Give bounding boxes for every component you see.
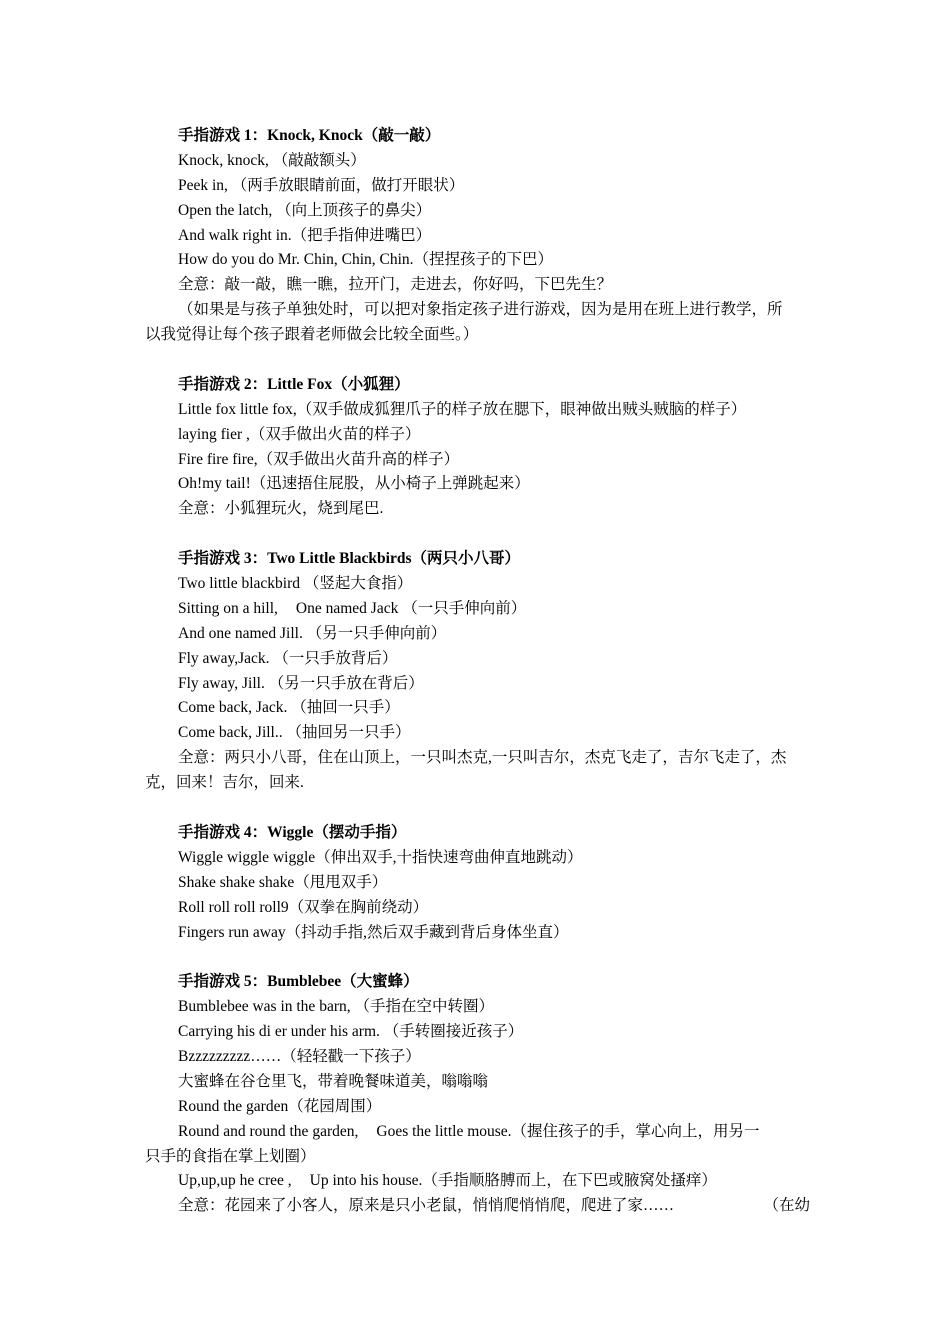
game1-note-1: （如果是与孩子单独处时，可以把对象指定孩子进行游戏，因为是用在班上进行教学，所 (178, 301, 783, 319)
game3-line-4: Fly away,Jack. （一只手放背后） (178, 649, 398, 667)
game2-line-2: laying fier ,（双手做出火苗的样子） (178, 425, 421, 443)
game5-line-2: Carrying his di er under his arm. （手转圈接近孩子） (178, 1023, 524, 1041)
game3-summary-1: 全意：两只小八哥，住在山顶上，一只叫杰克,一只叫吉尔，杰克飞走了，吉尔飞走了，杰 (178, 749, 787, 767)
game4-line-2: Shake shake shake（甩甩双手） (178, 873, 388, 891)
game1-line-3: Open the latch, （向上顶孩子的鼻尖） (178, 201, 432, 219)
game2-line-4: Oh!my tail!（迅速捂住屁股，从小椅子上弹跳起来） (178, 475, 530, 493)
game5-line-3: Bzzzzzzzzz……（轻轻戳一下孩子） (178, 1047, 421, 1065)
game1-title: 手指游戏 1：Knock, Knock（敲一敲） (178, 127, 441, 144)
game2-summary: 全意：小狐狸玩火，烧到尾巴. (178, 500, 384, 518)
game5-title: 手指游戏 5：Bumblebee（大蜜蜂） (178, 973, 419, 991)
game1-line-2: Peek in, （两手放眼睛前面，做打开眼状） (178, 176, 465, 194)
game1-line-1: Knock, knock, （敲敲额头） (178, 151, 366, 169)
game4-line-3: Roll roll roll roll9（双拳在胸前绕动） (178, 898, 429, 916)
game3-line-2a: Sitting on a hill, (178, 599, 278, 617)
game5-line-1: Bumblebee was in the barn, （手指在空中转圈） (178, 998, 494, 1016)
game3-line-3: And one named Jill. （另一只手伸向前） (178, 624, 447, 642)
game3-line-7: Come back, Jill.. （抽回另一只手） (178, 724, 411, 742)
game4-line-1: Wiggle wiggle wiggle（伸出双手,十指快速弯曲伸直地跳动） (178, 848, 583, 866)
game1-note-2: 以我觉得让每个孩子跟着老师做会比较全面些。） (145, 326, 479, 344)
game5-final (145, 1194, 810, 1219)
game5-final-a: 全意：花园来了小客人，原来是只小老鼠，悄悄爬悄悄爬，爬进了家…… (178, 1197, 675, 1215)
game2-title: 手指游戏 2：Little Fox（小狐狸） (178, 375, 410, 393)
game2-line-1: Little fox little fox,（双手做成狐狸爪子的样子放在腮下，眼神做出贼头贼脑的样子） (178, 400, 747, 418)
game3-line-2 (145, 597, 810, 622)
game5-line-4: 大蜜蜂在谷仓里飞，带着晚餐味道美，嗡嗡嗡 (178, 1072, 489, 1090)
game5-final-b: （在幼 (763, 1197, 810, 1215)
game5-round-a: Round and round the garden, (178, 1122, 359, 1140)
game3-line-6: Come back, Jack. （抽回一只手） (178, 699, 400, 717)
game1-line-5: How do you do Mr. Chin, Chin, Chin.（捏捏孩子的下巴） (178, 251, 554, 269)
spacer (145, 945, 810, 970)
game5-up-b: Up into his house.（手指顺胳膊而上，在下巴或腋窝处搔痒） (309, 1172, 717, 1190)
spacer (145, 522, 810, 547)
game5-round-b: Goes the little mouse.（握住孩子的手，掌心向上，用另一 (376, 1122, 760, 1140)
game3-line-5: Fly away, Jill. （另一只手放在背后） (178, 674, 424, 692)
game4-title: 手指游戏 4：Wiggle（摆动手指） (178, 823, 407, 841)
game3-title: 手指游戏 3：Two Little Blackbirds（两只小八哥） (178, 550, 521, 568)
game4-line-4: Fingers run away（抖动手指,然后双手藏到背后身体坐直） (178, 923, 569, 941)
spacer (145, 796, 810, 821)
spacer (145, 348, 810, 373)
document-body (145, 124, 810, 1219)
game1-summary: 全意：敲一敲，瞧一瞧，拉开门，走进去，你好吗，下巴先生？ (178, 276, 613, 294)
game3-line-1: Two little blackbird （竖起大食指） (178, 575, 413, 593)
game3-line-2b: One named Jack （一只手伸向前） (295, 599, 527, 617)
game5-round-cont: 只手的食指在掌上划圈） (145, 1147, 316, 1165)
game5-up-line (145, 1169, 810, 1194)
game5-round-line (145, 1120, 810, 1145)
game2-line-3: Fire fire fire,（双手做出火苗升高的样子） (178, 450, 460, 468)
game3-summary-2: 克，回来！吉尔，回来. (145, 774, 304, 792)
game5-up-a: Up,up,up he cree , (178, 1172, 292, 1190)
game1-line-4: And walk right in.（把手指伸进嘴巴） (178, 226, 432, 244)
game5-line-5: Round the garden（花园周围） (178, 1097, 382, 1115)
